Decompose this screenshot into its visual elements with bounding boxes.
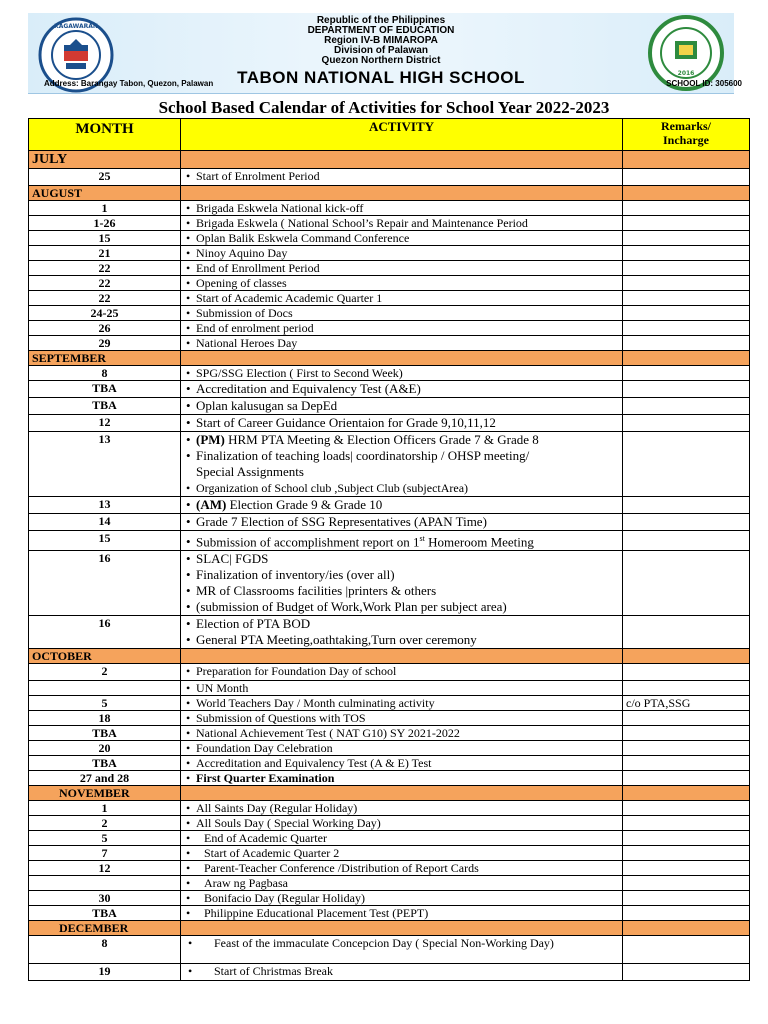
table-row: 12 • Parent-Teacher Conference /Distribution of Report Cards: [29, 861, 750, 876]
document-title: School Based Calendar of Activities for School Year 2022-2023: [158, 98, 610, 117]
table-row: 18 • Submission of Questions with TOS: [29, 711, 750, 726]
table-row: 5 • End of Academic Quarter: [29, 831, 750, 846]
month-row-september: SEPTEMBER: [29, 351, 750, 366]
table-row: 12 • Start of Career Guidance Orientaion for Grade 9,10,11,12: [29, 415, 750, 432]
table-header-row: [29, 119, 750, 151]
table-row: 15 • Submission of accomplishment report on 1st Homeroom Meeting: [29, 531, 750, 551]
table-row: 7 • Start of Academic Quarter 2: [29, 846, 750, 861]
table-row: TBA • National Achievement Test ( NAT G10) SY 2021-2022: [29, 726, 750, 741]
month-row-november: NOVEMBER: [29, 786, 750, 801]
table-row: 27 and 28 • First Quarter Examination: [29, 771, 750, 786]
month-column-header: MONTH: [29, 119, 181, 151]
table-row: TBA • Oplan kalusugan sa DepEd: [29, 398, 750, 415]
table-row: 5 • World Teachers Day / Month culminating activity c/o PTA,SSG: [29, 696, 750, 711]
district-line: Quezon Northern District: [321, 55, 441, 66]
table-row: 1 • Brigada Eskwela National kick-off: [29, 201, 750, 216]
month-row-december: DECEMBER: [29, 921, 750, 936]
seal-year: 2016: [677, 70, 695, 77]
remarks-cell: c/o PTA,SSG: [623, 696, 750, 711]
republic-line: Republic of the Philippines: [316, 15, 446, 26]
table-row: TBA • Accreditation and Equivalency Test (A & E) Test: [29, 756, 750, 771]
month-row-october: OCTOBER: [29, 649, 750, 664]
table-row: 29 • National Heroes Day: [29, 336, 750, 351]
table-row: 2 • All Souls Day ( Special Working Day): [29, 816, 750, 831]
table-row: 14 • Grade 7 Election of SSG Representatives (APAN Time): [29, 514, 750, 531]
calendar-table: [28, 118, 750, 981]
division-line: Division of Palawan: [334, 45, 428, 56]
department-line: DEPARTMENT OF EDUCATION: [307, 25, 455, 36]
table-row: 1 • All Saints Day (Regular Holiday): [29, 801, 750, 816]
svg-text:KAGAWARAN: KAGAWARAN: [54, 23, 98, 30]
table-row: 22 • Start of Academic Academic Quarter 1: [29, 291, 750, 306]
table-row: 24-25 • Submission of Docs: [29, 306, 750, 321]
table-row: 21 • Ninoy Aquino Day: [29, 246, 750, 261]
table-row: 25 • Start of Enrolment Period: [29, 169, 750, 186]
table-row: 8 • Feast of the immaculate Concepcion Day ( Special Non-Working Day): [29, 936, 750, 964]
month-row-july: JULY: [29, 151, 750, 169]
table-row: 8 • SPG/SSG Election ( First to Second Week): [29, 366, 750, 381]
school-name: TABON NATIONAL HIGH SCHOOL: [237, 68, 525, 87]
remarks-column-header: Remarks/ Incharge: [623, 119, 750, 151]
table-row: 22 • Opening of classes: [29, 276, 750, 291]
table-row: 15 • Oplan Balik Eskwela Command Conference: [29, 231, 750, 246]
table-row: 16 • Election of PTA BOD • General PTA Meeting,oathtaking,Turn over ceremony: [29, 616, 750, 649]
month-row-august: AUGUST: [29, 186, 750, 201]
table-row: 22 • End of Enrollment Period: [29, 261, 750, 276]
region-line: Region IV-B MIMAROPA: [324, 35, 438, 46]
activity-column-header: ACTIVITY: [181, 119, 623, 151]
table-row: 2 • Preparation for Foundation Day of school: [29, 664, 750, 681]
table-row: • UN Month: [29, 681, 750, 696]
table-row: 19 • Start of Christmas Break: [29, 964, 750, 981]
table-row: TBA • Philippine Educational Placement Test (PEPT): [29, 906, 750, 921]
school-id: SCHOOL ID: 305600: [666, 79, 742, 88]
table-row: 1-26 • Brigada Eskwela ( National School’s Repair and Maintenance Period: [29, 216, 750, 231]
table-row: TBA • Accreditation and Equivalency Test (A&E): [29, 381, 750, 398]
table-row: 13 • (AM) Election Grade 9 & Grade 10: [29, 497, 750, 514]
table-row: 13 • (PM) HRM PTA Meeting & Election Officers Grade 7 & Grade 8 • Finalization of teaching loads| coordinatorship / OHSP meeting/ Special Assignments • Organization of School club ,Subject Club (subjectArea): [29, 432, 750, 497]
table-row: • Araw ng Pagbasa: [29, 876, 750, 891]
table-row: 30 • Bonifacio Day (Regular Holiday): [29, 891, 750, 906]
school-address: Address: Barangay Tabon, Quezon, Palawan: [44, 79, 214, 88]
table-row: 20 • Foundation Day Celebration: [29, 741, 750, 756]
table-row: 16 • SLAC| FGDS • Finalization of inventory/ies (over all) • MR of Classrooms facilities |printers & others • (submission of Budget of Work,Work Plan per subject area): [29, 551, 750, 616]
table-row: 26 • End of enrolment period: [29, 321, 750, 336]
